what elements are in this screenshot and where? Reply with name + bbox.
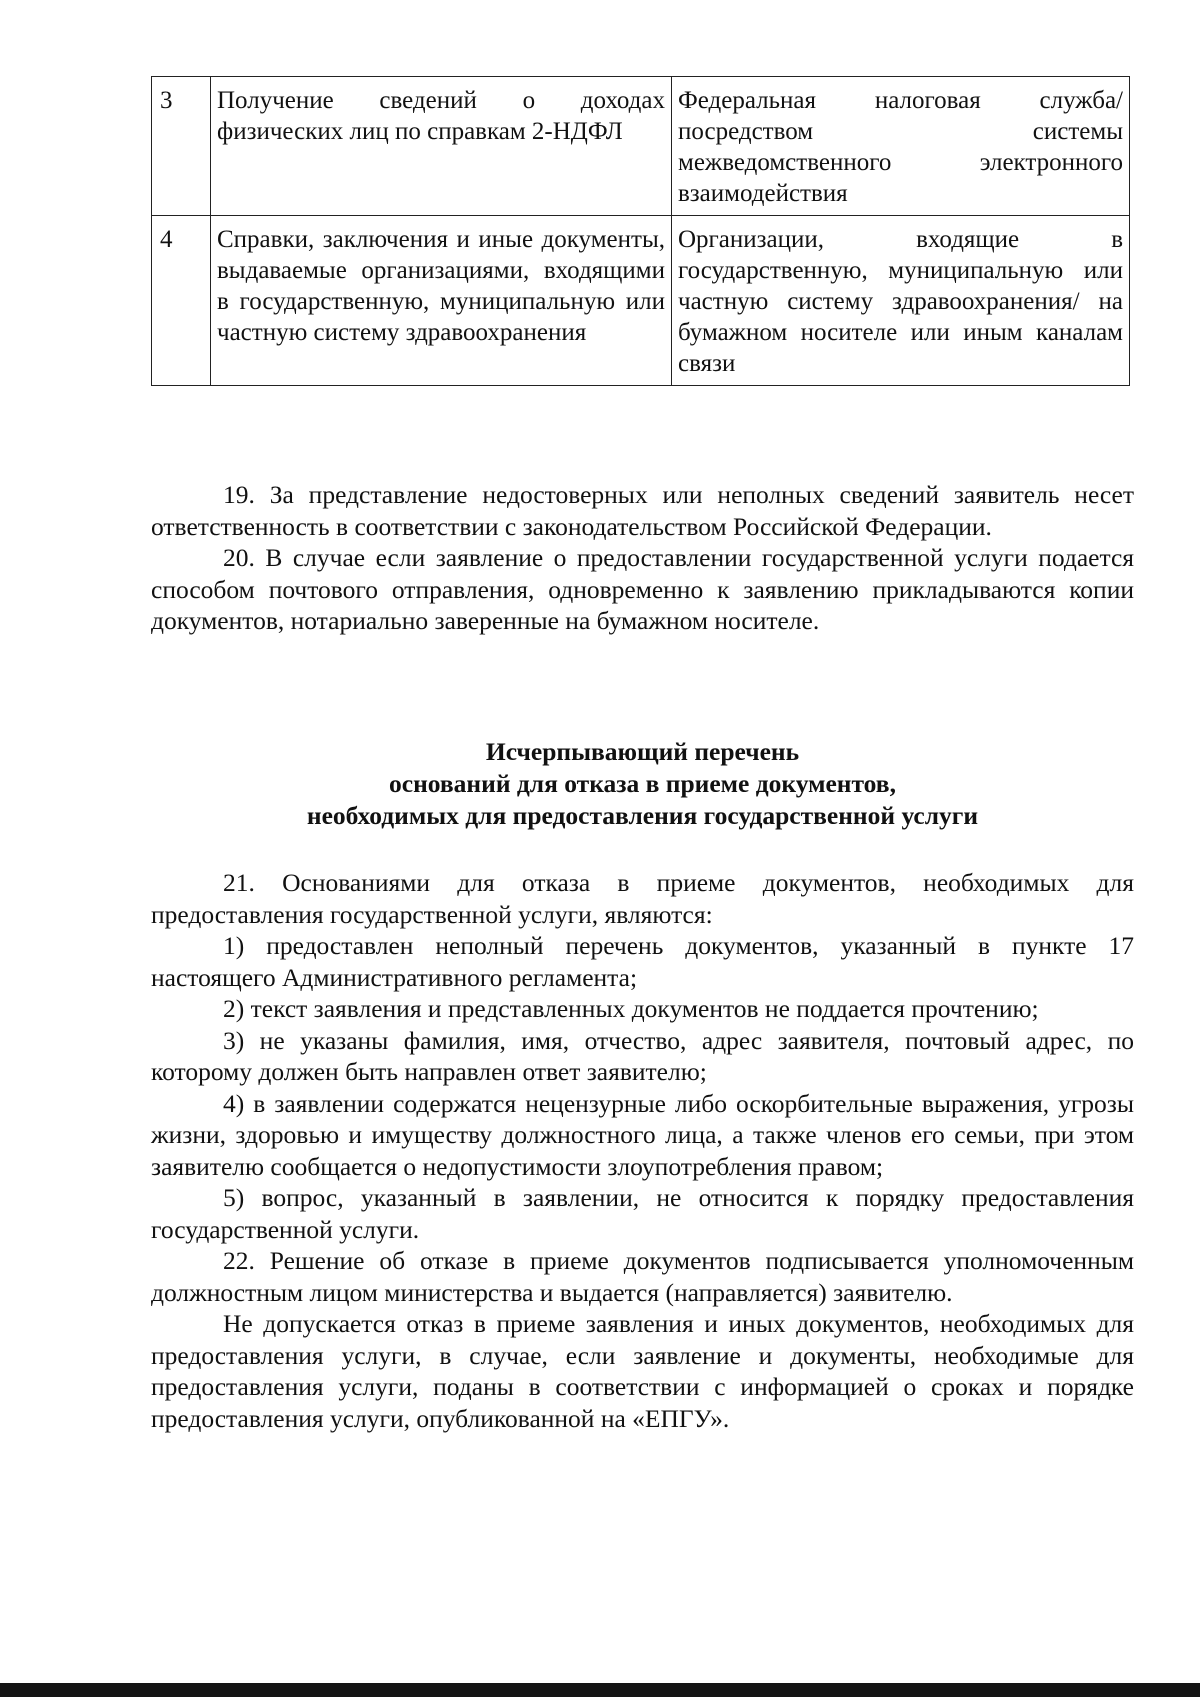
table-row	[152, 77, 1130, 216]
scan-bottom-edge	[0, 1683, 1200, 1697]
paragraph-21: 21. Основаниями для отказа в приеме документов, необходимых для предоставления государственной услуги, являются:	[151, 868, 1134, 929]
document-source-cell: Организации, входящие в государственную, муниципальную или частную систему здравоохранения/ на бумажном носителе или иным каналам связи	[672, 216, 1130, 386]
section-heading	[151, 736, 1134, 832]
document-name-cell: Получение сведений о доходах физических лиц по справкам 2-НДФЛ	[211, 77, 672, 216]
list-item-5: 5) вопрос, указанный в заявлении, не относится к порядку предоставления государственной услуги.	[151, 1183, 1134, 1244]
document-source-cell: Федеральная налоговая служба/ посредством системы межведомственного электронного взаимодействия	[672, 77, 1130, 216]
paragraph-19: 19. За представление недостоверных или неполных сведений заявитель несет ответственность в соответствии с законодательством Российской Федерации.	[151, 480, 1134, 541]
list-item-1: 1) предоставлен неполный перечень документов, указанный в пункте 17 настоящего Административного регламента;	[151, 931, 1134, 992]
table-row	[152, 216, 1130, 386]
paragraph-20: 20. В случае если заявление о предоставлении государственной услуги подается способом почтового отправления, одновременно к заявлению прикладываются копии документов, нотариально заверенные на бумажном носителе.	[151, 543, 1134, 635]
heading-line-3: необходимых для предоставления государственной услуги	[306, 801, 979, 830]
paragraph-refusal-note: Не допускается отказ в приеме заявления и иных документов, необходимых для предоставления услуги, в случае, если заявление и документы, необходимые для предоставления услуги, поданы в соответствии с информацией о сроках и порядке предоставления услуги, опубликованной на «ЕПГУ».	[151, 1309, 1134, 1433]
top-paragraphs	[151, 479, 1134, 637]
bottom-paragraphs	[151, 867, 1134, 1434]
list-item-3: 3) не указаны фамилия, имя, отчество, адрес заявителя, почтовый адрес, по которому должен быть направлен ответ заявителю;	[151, 1025, 1134, 1086]
row-number: 3	[152, 77, 211, 216]
document-name-cell: Справки, заключения и иные документы, выдаваемые организациями, входящими в государственную, муниципальную или частную систему здравоохранения	[211, 216, 672, 386]
paragraph-22: 22. Решение об отказе в приеме документов подписывается уполномоченным должностным лицом министерства и выдается (направляется) заявителю.	[151, 1246, 1134, 1307]
documents-table	[151, 76, 1130, 386]
list-item-2: 2) текст заявления и представленных документов не поддается прочтению;	[223, 994, 1039, 1023]
list-item-4: 4) в заявлении содержатся нецензурные либо оскорбительные выражения, угрозы жизни, здоровью и имуществу должностного лица, а также членов его семьи, при этом заявителю сообщается о недопустимости злоупотребления правом;	[151, 1088, 1134, 1181]
heading-line-2: оснований для отказа в приеме документов,	[389, 769, 896, 798]
heading-line-1: Исчерпывающий перечень	[485, 737, 800, 766]
row-number: 4	[152, 216, 211, 386]
